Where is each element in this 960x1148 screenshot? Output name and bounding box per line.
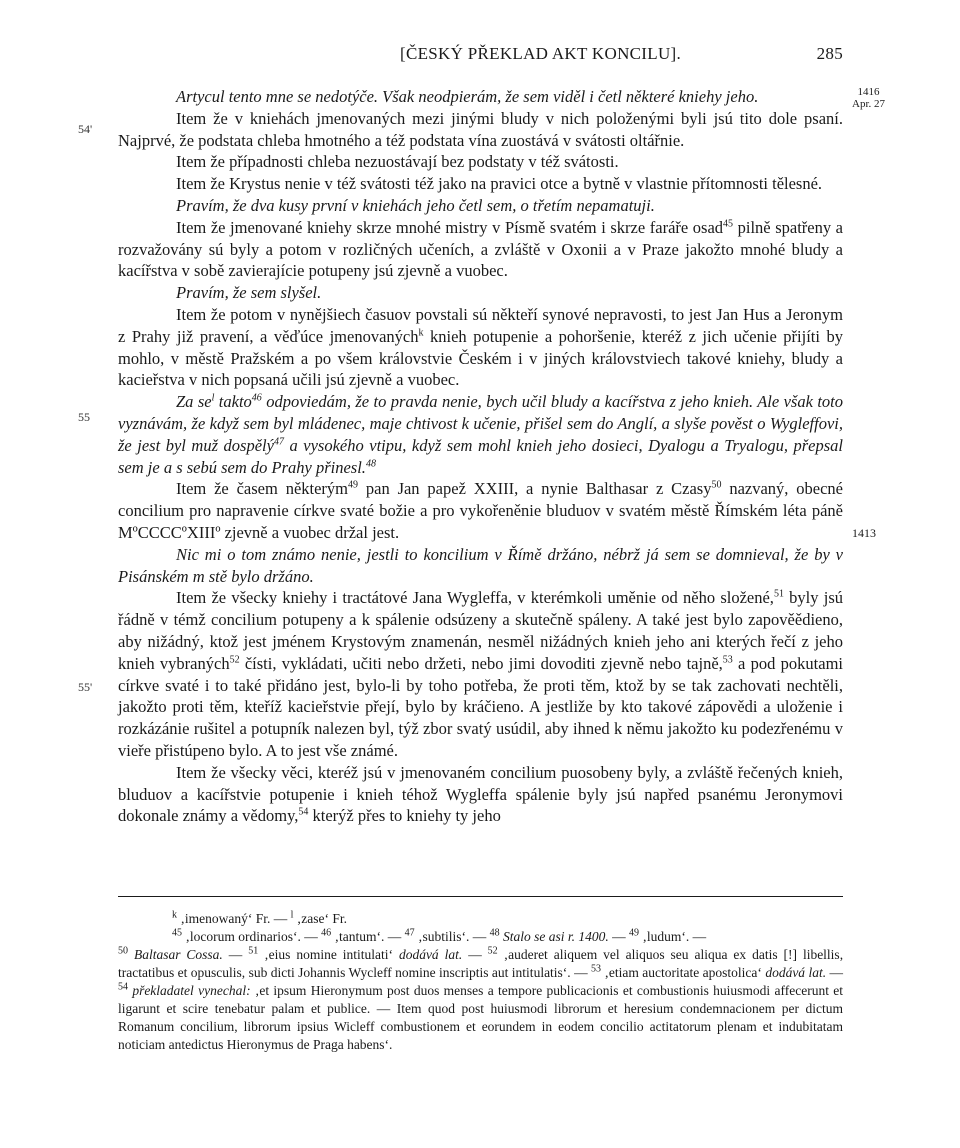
- footnote-ref: 49: [348, 479, 359, 491]
- paragraph: [118, 762, 843, 827]
- running-title: [ČESKÝ PŘEKLAD AKT KONCILU].: [400, 44, 682, 63]
- footnote-text: —: [462, 947, 488, 962]
- text-run: odpoviedám, že to pravda nenie, bych učil bludy a kacířstva z jeho knieh. Ale však toto vyznávám, že když sem byl mládenec, maje chtivost k učenie, přišel sem do Anglí, a slyše pověst o Wygleffovi, že jest byl muž dospělý: [118, 392, 843, 455]
- footnote-mark: 47: [404, 927, 415, 939]
- footnote-text: dodává lat.: [398, 947, 463, 962]
- footnote-ref: 51: [773, 588, 784, 600]
- text-run: Item že časem některým: [176, 479, 349, 499]
- footnote-mark: 54: [118, 981, 128, 993]
- footnote-ref: 53: [722, 654, 733, 666]
- footnote-mark: 49: [629, 927, 639, 939]
- margin-note-left: 55: [78, 410, 90, 424]
- footnote-mark: 45: [172, 927, 182, 939]
- footnote-ref: l: [211, 392, 215, 404]
- text-run: čísti, vykládati, učiti nebo držeti, nebo jimi dovoditi zjevně nebo tajně,: [239, 653, 723, 673]
- footnote-ref: 48: [365, 458, 376, 470]
- footnote-ref: k: [418, 327, 424, 339]
- footnote-text: —: [608, 929, 629, 944]
- paragraph: Item že Krystus nenie v též svátosti též jako na pravici otce a bytně v vlastnie přítomnosti tělesné.: [176, 174, 823, 194]
- footnote-mark: 48: [489, 927, 500, 939]
- footnote-text: Stalo se asi r. 1400.: [502, 929, 609, 944]
- footnote-text: ‚zase‘ Fr.: [296, 911, 348, 926]
- text-run: byly jsú řádně v témž concilium potupeny a k spálenie odsúzeny a skutečně spáleny. A také jest bylo zapověědieno, aby nižádný, ktož jest jménem Krystovým znamenán, nesměl nižádných knieh jeho ani kterých řečí z jeho knieh vybraných: [118, 588, 844, 673]
- text-run: Item že potom v nynějšiech časuov povstali sú někteří synové nepravosti, to jest Jan Hus a Jeronym z Prahy již pravení, a věďúce jmenovaných: [118, 304, 843, 346]
- footnote-text: ‚et ipsum Hieronymum post duos menses a tempore publicacionis et combustionis huiusmodi affecerunt et ligarunt et scire tenebatur palam et publice. — Item quod post huiusmodi librorum et heresium condemnacionem per dictum Romanum concilium, librorum ipsius Wicleff combustionem et eorundem in eodem concilio actitatorum plenam et indubitatam noticiam antedictus Hieronymus de Praga habens‘.: [118, 983, 843, 1052]
- text-run: Item že všecky věci, kteréž jsú v jmenovaném concilium puosobeny byly, a zvláště řečených knieh, bluduov a kacířstvie potupenie i knieh téhož Wygleffa spálenie byly jsú napřed psanému Jeronymovi dokonale známy a vědomy,: [118, 762, 843, 826]
- paragraph: Pravím, že sem slyšel.: [176, 283, 322, 303]
- text-run: kterýž přes to kniehy ty jeho: [308, 806, 501, 826]
- margin-month-day: Apr. 27: [852, 98, 885, 110]
- paragraph: Pravím, že dva kusy první v kniehách jeho četl sem, o třetím nepamatuji.: [176, 195, 655, 215]
- footnote-ref: 50: [711, 479, 722, 491]
- footnote-ref: 52: [229, 654, 240, 666]
- footnote-mark: 52: [487, 945, 498, 957]
- text-run: knieh potupenie a pohoršenie, kteréž z jich učenie přijíti by mohlo, v městě Pražském a po všem královstvie Českém i v jiných královstviech takové kniehy, bludy a kacieřstva v nich popsaná učili jsú zjevně a vuobec.: [118, 326, 843, 390]
- footnote-text: překladatel vynechal:: [132, 983, 251, 998]
- paragraph: Nic mi o tom známo nenie, jestli to koncilium v Římě držáno, nébrž já sem se domnieval, že by v Pisánském m stě bylo držáno.: [118, 544, 843, 586]
- margin-year: 1416: [857, 86, 880, 98]
- footnotes: [118, 910, 843, 1054]
- text-run: Za se: [176, 392, 212, 412]
- footnote-mark: 46: [321, 927, 332, 939]
- footnote-mark: l: [290, 909, 294, 921]
- footnote-mark: k: [172, 909, 177, 921]
- footnote-text: ‚eius nomine intitulati‘: [264, 947, 399, 962]
- page-number: 285: [816, 44, 843, 63]
- margin-note-right-date: [852, 86, 885, 110]
- footnote-line: [118, 946, 843, 1054]
- paragraph: Item že v kniehách jmenovaných mezi jinými bludy v nich položenými byli jsú tito dole psaní. Najprvé, že podstata chleba hmotného a též podstata vína zuostává v svátosti oltářnie.: [118, 108, 843, 150]
- text-run: pilně spatřeny a rozvažovány sú byly a potom v rozličných učeních, a zvláště v Oxonii a v Praze jakožto mnohé bludy a kacířstva v sobě zavierajície potupeny jsú zjevně a vuobec.: [118, 217, 843, 281]
- paragraph: [118, 587, 843, 761]
- footnote-ref: 47: [273, 436, 284, 448]
- text-run: pan Jan papež XXIII, a nynie Balthasar z Czasy: [358, 479, 712, 499]
- paragraph: [118, 478, 843, 543]
- footnote-text: ‚ludum‘. —: [642, 929, 707, 944]
- margin-note-left: 55': [78, 680, 93, 694]
- paragraph: Artycul tento mne se nedotýče. Však neodpierám, že sem viděl i četl některé kniehy jeho.: [176, 87, 759, 106]
- margin-note-right-year: 1413: [852, 526, 876, 540]
- footnote-text: ‚imenowaný‘ Fr. —: [180, 911, 291, 926]
- text-run: Item že jmenované kniehy skrze mnohé mistry v Písmě svatém i skrze faráře osad: [176, 217, 724, 237]
- text-run: nazvaný, obecné concilium pro napravenie církve svaté božie a pro vykořeněnie bluduov v svatém městě Římském léta páně MºCCCCºXIIIº zjevně a vuobec držal jest.: [118, 479, 843, 542]
- paragraph: [118, 217, 843, 282]
- text-run: a pod pokutami církve svaté i to také přidáno jest, bylo-li by toho potřeba, že proti těm, ktož by se tak zachovati nechtěli, jakožto proti těm, kteříž kacieřstvie přejí, bylo by kráčieno. A jestliže by kto takové zápovědi a uloženie i rozkázánie rušitel a potupník nalezen byl, týž zbor svatý usúdil, aby ihned k němu jakožto ku podezřenému v vieře přistúpeno bylo. A to jest vše známé.: [118, 653, 843, 760]
- main-text: [118, 86, 843, 827]
- text-run: Item že všecky kniehy i tractátové Jana Wygleffa, v kterémkoli uměnie od něho složené,: [176, 588, 774, 608]
- footnote-mark: 51: [248, 945, 259, 957]
- paragraph: [118, 304, 843, 391]
- text-run: takto: [214, 392, 252, 412]
- footnote-line: [118, 910, 843, 928]
- footnote-mark: 50: [118, 945, 128, 957]
- footnote-ref: 45: [723, 218, 734, 230]
- footnote-text: dodává lat.: [765, 965, 827, 980]
- page-header: [118, 44, 843, 70]
- footnote-line: [118, 928, 843, 946]
- paragraph: [118, 391, 843, 478]
- footnote-text: ‚etiam auctoritate apostolica‘: [604, 965, 766, 980]
- footnote-text: —: [222, 947, 249, 962]
- text-run: a vysokého vtipu, když sem mohl knieh jeho dosieci, Dyalogu a Tryalogu, přepsal sem je a s sebú sem do Prahy přinesl.: [118, 435, 843, 477]
- margin-note-left: 54': [78, 122, 93, 136]
- footnote-ref: 54: [298, 806, 309, 818]
- footnote-text: ‚auderet aliquem vel aliquos seu aliqua ex datis [!] libellis, tractatibus et opusculis, sub dicti Johannis Wycleff nomine inscriptis aut intitulatis‘. —: [118, 947, 844, 980]
- footnote-ref: 46: [251, 392, 262, 404]
- footnote-text: ‚subtilis‘. —: [417, 929, 490, 944]
- footnote-mark: 53: [591, 963, 601, 975]
- paragraph: Item že případnosti chleba nezuostávají bez podstaty v též svátosti.: [176, 152, 619, 172]
- footnote-text: ‚locorum ordinarios‘. —: [185, 929, 322, 944]
- footnote-text: —: [826, 965, 843, 980]
- footnote-text: ‚tantum‘. —: [334, 929, 405, 944]
- footnote-text: Baltasar Cossa.: [133, 947, 223, 962]
- footnote-divider: [118, 896, 843, 897]
